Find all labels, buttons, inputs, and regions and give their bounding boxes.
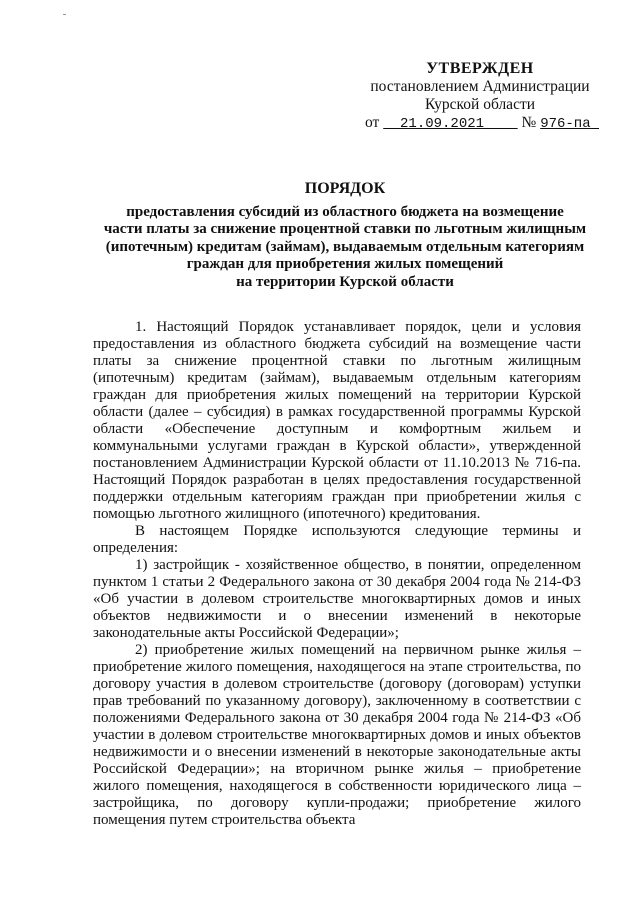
approval-number-value: 976-па (540, 116, 591, 132)
number-prefix: № (521, 114, 537, 131)
approval-stamp (365, 60, 595, 133)
document-subtitle-3: (ипотечным) кредитам (займам), выдаваемым отдельным категориям (105, 238, 585, 255)
approval-date-value: 21.09.2021 (400, 116, 485, 132)
approval-line-1: постановлением Администрации (370, 78, 590, 95)
document-body (93, 319, 581, 829)
document-subtitle-5: на территории Курской области (236, 273, 454, 290)
paragraph-2: В настоящем Порядке используются следующие термины и определения: (93, 523, 581, 556)
approval-date-line (365, 114, 595, 133)
approval-date (383, 116, 517, 132)
approval-line-2: Курской области (424, 96, 536, 113)
document-subtitle-4: граждан для приобретения жилых помещений (186, 256, 504, 272)
approval-number (540, 116, 599, 132)
scan-mark (63, 14, 66, 15)
document-title-block (90, 180, 600, 291)
approval-title: УТВЕРЖДЕН (426, 60, 534, 77)
document-title: ПОРЯДОК (304, 180, 386, 197)
document-subtitle-1: предоставления субсидий из областного бюджета на возмещение (126, 203, 564, 220)
paragraph-4: 2) приобретение жилых помещений на первичном рынке жилья – приобретение жилого помещения, находящегося на этапе строительства, по договору участия в долевом строительстве (договору (договорам) уступки прав требований по указанному договору), заключенному в соответствии с положениями Федерального закона от 30 декабря 2004 года № 214-ФЗ «Об участии в долевом строительстве многоквартирных домов и иных объектов недвижимости и о внесении изменений в некоторые законодательные акты Российской Федерации»; на вторичном рынке жилья – приобретение жилого помещения, находящегося в собственности юридического лица – застройщика, по договору купли-продажи; приобретение жилого помещения путем строительства объекта (93, 642, 581, 828)
date-prefix: от (365, 114, 380, 131)
paragraph-3: 1) застройщик - хозяйственное общество, в понятии, определенном пунктом 1 статьи 2 Федерального закона от 30 декабря 2004 года № 214-ФЗ «Об участии в долевом строительстве многоквартирных домов и иных объектов недвижимости и о внесении изменений в некоторые законодательные акты Российской Федерации»; (93, 557, 581, 641)
paragraph-1: 1. Настоящий Порядок устанавливает порядок, цели и условия предоставления из областного бюджета субсидий на возмещение части платы за снижение процентной ставки по льготным жилищным (ипотечным) кредитам (займам), выдаваемым отдельным категориям граждан для приобретения жилых помещений на территории Курской области (далее – субсидия) в рамках государственной программы Курской области «Обеспечение доступным и комфортным жильем и коммунальными услугами граждан в Курской области», утвержденной постановлением Администрации Курской области от 11.10.2013 № 716-па. Настоящий Порядок разработан в целях предоставления государственной поддержки отдельным категориям граждан при приобретении жилья с помощью льготного жилищного (ипотечного) кредитования. (93, 319, 581, 522)
document-subtitle-2: части платы за снижение процентной ставки по льготным жилищным (103, 221, 587, 237)
